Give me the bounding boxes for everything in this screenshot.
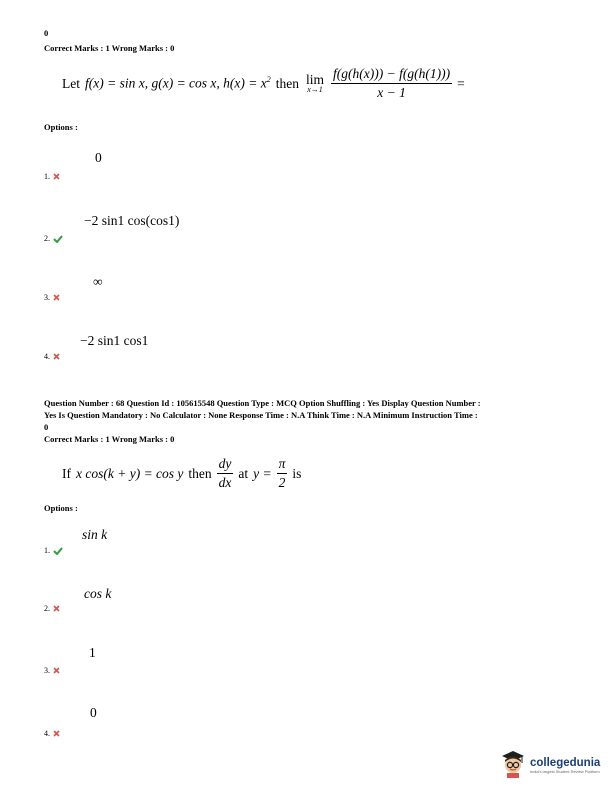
question-stem [62,66,465,101]
question-header [44,397,574,433]
stem-then: then [275,75,300,91]
mascot-icon [500,748,526,783]
header-line: 0 [44,422,49,432]
option-row[interactable] [44,234,63,243]
option-row[interactable] [44,172,60,181]
header-line: Yes Is Question Mandatory : No Calculator : None Response Time : N.A Think Time : N.A Minimum Instruction Time : [44,410,478,420]
option-number: 1. [44,546,50,555]
option-row[interactable] [44,604,60,613]
option-value: ∞ [93,274,103,289]
stem-is: is [292,465,302,481]
stem-y-equals: y = [253,465,272,481]
logo-tagline: India's largest Student Review Platform [530,768,600,774]
fraction-denominator: dx [218,475,232,490]
lim-word: lim [306,72,325,87]
fraction-numerator: dy [217,456,234,474]
cross-icon [53,173,60,180]
stem-if: If [62,465,71,481]
option-row[interactable] [44,666,60,675]
option-row[interactable] [44,729,60,738]
option-value: 0 [90,705,97,720]
fraction-denominator: x − 1 [377,85,406,100]
pi-over-two [277,456,288,491]
option-number: 3. [44,666,50,675]
check-icon [53,547,63,555]
option-number: 4. [44,729,50,738]
collegedunia-logo [500,748,600,783]
option-value: 1 [89,645,96,660]
options-label: Options : [44,122,78,132]
header-line: Question Number : 68 Question Id : 105615548 Question Type : MCQ Option Shuffling : Yes Display Question Number : [44,398,481,408]
option-value: −2 sin1 cos(cos1) [84,213,180,228]
lim-subscript: x→1 [307,85,323,94]
cross-icon [53,294,60,301]
limit-fraction [331,66,452,101]
limit-operator [306,73,324,94]
cross-icon [53,667,60,674]
option-number: 2. [44,234,50,243]
question-header-tail: 0 [44,28,49,38]
check-icon [53,235,63,243]
option-number: 2. [44,604,50,613]
cross-icon [53,605,60,612]
stem-then: then [188,465,212,481]
stem-definitions: f(x) = sin x, g(x) = cos x, $h(x) = x^2$ [85,75,271,91]
derivative-fraction [217,456,234,491]
option-number: 1. [44,172,50,181]
option-row[interactable] [44,546,63,555]
logo-name: collegedunia [530,756,601,769]
stem-at: at [238,465,249,481]
marks-info: Correct Marks : 1 Wrong Marks : 0 [44,434,175,444]
option-value: 0 [95,150,102,165]
stem-equals: = [457,75,465,91]
fraction-numerator: π [277,456,288,474]
fraction-numerator: f(g(h(x))) − f(g(h(1))) [331,66,452,84]
question-stem [62,456,301,491]
option-number: 4. [44,352,50,361]
fraction-denominator: 2 [278,475,286,490]
stem-equation: x cos(k + y) = cos y [76,465,184,481]
stem-exponent: 2 [266,75,271,85]
marks-info: Correct Marks : 1 Wrong Marks : 0 [44,43,175,53]
cross-icon [53,730,60,737]
option-value: cos k [84,586,112,601]
stem-let: Let [62,75,80,91]
options-label: Options : [44,503,78,513]
option-number: 3. [44,293,50,302]
option-row[interactable] [44,352,60,361]
option-row[interactable] [44,293,60,302]
option-value: −2 sin1 cos1 [80,333,149,348]
option-value: sin k [82,527,108,542]
cross-icon [53,353,60,360]
